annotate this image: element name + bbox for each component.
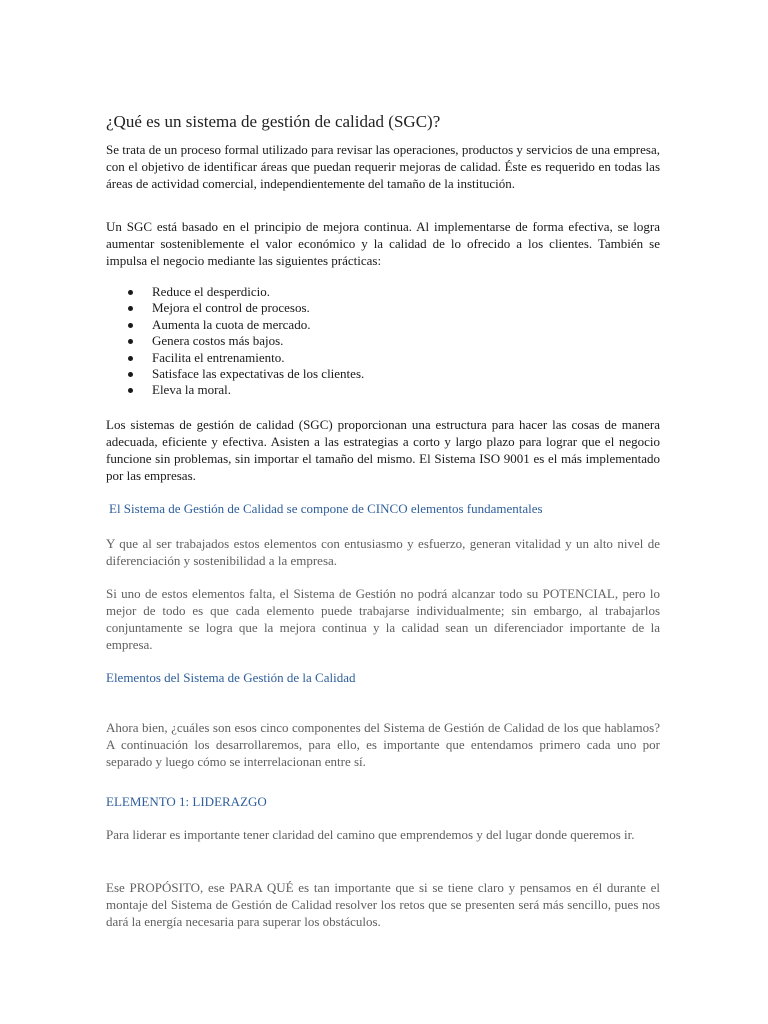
practices-list — [106, 284, 364, 399]
list-item: Aumenta la cuota de mercado. — [106, 317, 364, 333]
sgc-principle-paragraph: Un SGC está basado en el principio de mejora continua. Al implementarse de forma efectiva, se logra aumentar sosteniblemente el valor económico y la calidad de lo ofrecido a los clientes. También se impulsa el negocio mediante las siguientes prácticas: — [106, 219, 660, 268]
leadership-paragraph: Para liderar es importante tener claridad del camino que emprendemos y del lugar donde queremos ir. — [106, 827, 635, 842]
purpose-paragraph: Ese PROPÓSITO, ese PARA QUÉ es tan importante que si se tiene claro y pensamos en él durante el montaje del Sistema de Gestión de Calidad resolver los retos que se presenten será más sencillo, pues nos dará la energía necesaria para superar los obstáculos. — [106, 880, 660, 929]
bullet-icon — [128, 388, 133, 393]
bullet-icon — [128, 306, 133, 311]
list-item: Genera costos más bajos. — [106, 333, 364, 349]
list-item: Reduce el desperdicio. — [106, 284, 364, 300]
list-item: Satisface las expectativas de los clientes. — [106, 366, 364, 382]
section-heading-liderazgo: ELEMENTO 1: LIDERAZGO — [106, 794, 267, 809]
bullet-icon — [128, 323, 133, 328]
components-paragraph: Ahora bien, ¿cuáles son esos cinco componentes del Sistema de Gestión de Calidad de los que hablamos? A continuación los desarrollaremos, para ello, es importante que entendamos primero cada uno por separado y luego cómo se interrelacionan entre sí. — [106, 720, 660, 769]
bullet-icon — [128, 290, 133, 295]
section-heading-cinco-elementos: El Sistema de Gestión de Calidad se compone de CINCO elementos fundamentales — [109, 501, 543, 516]
list-item: Eleva la moral. — [106, 382, 364, 398]
section-heading-elementos: Elementos del Sistema de Gestión de la Calidad — [106, 670, 356, 685]
potential-paragraph: Si uno de estos elementos falta, el Sistema de Gestión no podrá alcanzar todo su POTENCIAL, pero lo mejor de todo es que cada elemento puede trabajarse individualmente; sin embargo, al trabajarlos conjuntamente se logra que la mejora continua y la calidad sean un diferenciador importante de la empresa. — [106, 586, 660, 652]
page-title: ¿Qué es un sistema de gestión de calidad (SGC)? — [106, 112, 441, 131]
vitality-paragraph: Y que al ser trabajados estos elementos con entusiasmo y esfuerzo, generan vitalidad y un alto nivel de diferenciación y sostenibilidad a la empresa. — [106, 536, 660, 568]
list-item: Mejora el control de procesos. — [106, 300, 364, 316]
bullet-icon — [128, 372, 133, 377]
intro-paragraph: Se trata de un proceso formal utilizado para revisar las operaciones, productos y servicios de una empresa, con el objetivo de identificar áreas que puedan requerir mejoras de calidad. Éste es requerido en todas las áreas de actividad comercial, independientemente del tamaño de la institución. — [106, 142, 660, 191]
list-item: Facilita el entrenamiento. — [106, 350, 364, 366]
bullet-icon — [128, 356, 133, 361]
bullet-icon — [128, 339, 133, 344]
sgc-structure-paragraph: Los sistemas de gestión de calidad (SGC) proporcionan una estructura para hacer las cosas de manera adecuada, eficiente y efectiva. Asisten a las estrategias a corto y largo plazo para lograr que el negocio funcione sin problemas, sin importar el tamaño del mismo. El Sistema ISO 9001 es el más implementado por las empresas. — [106, 417, 660, 483]
